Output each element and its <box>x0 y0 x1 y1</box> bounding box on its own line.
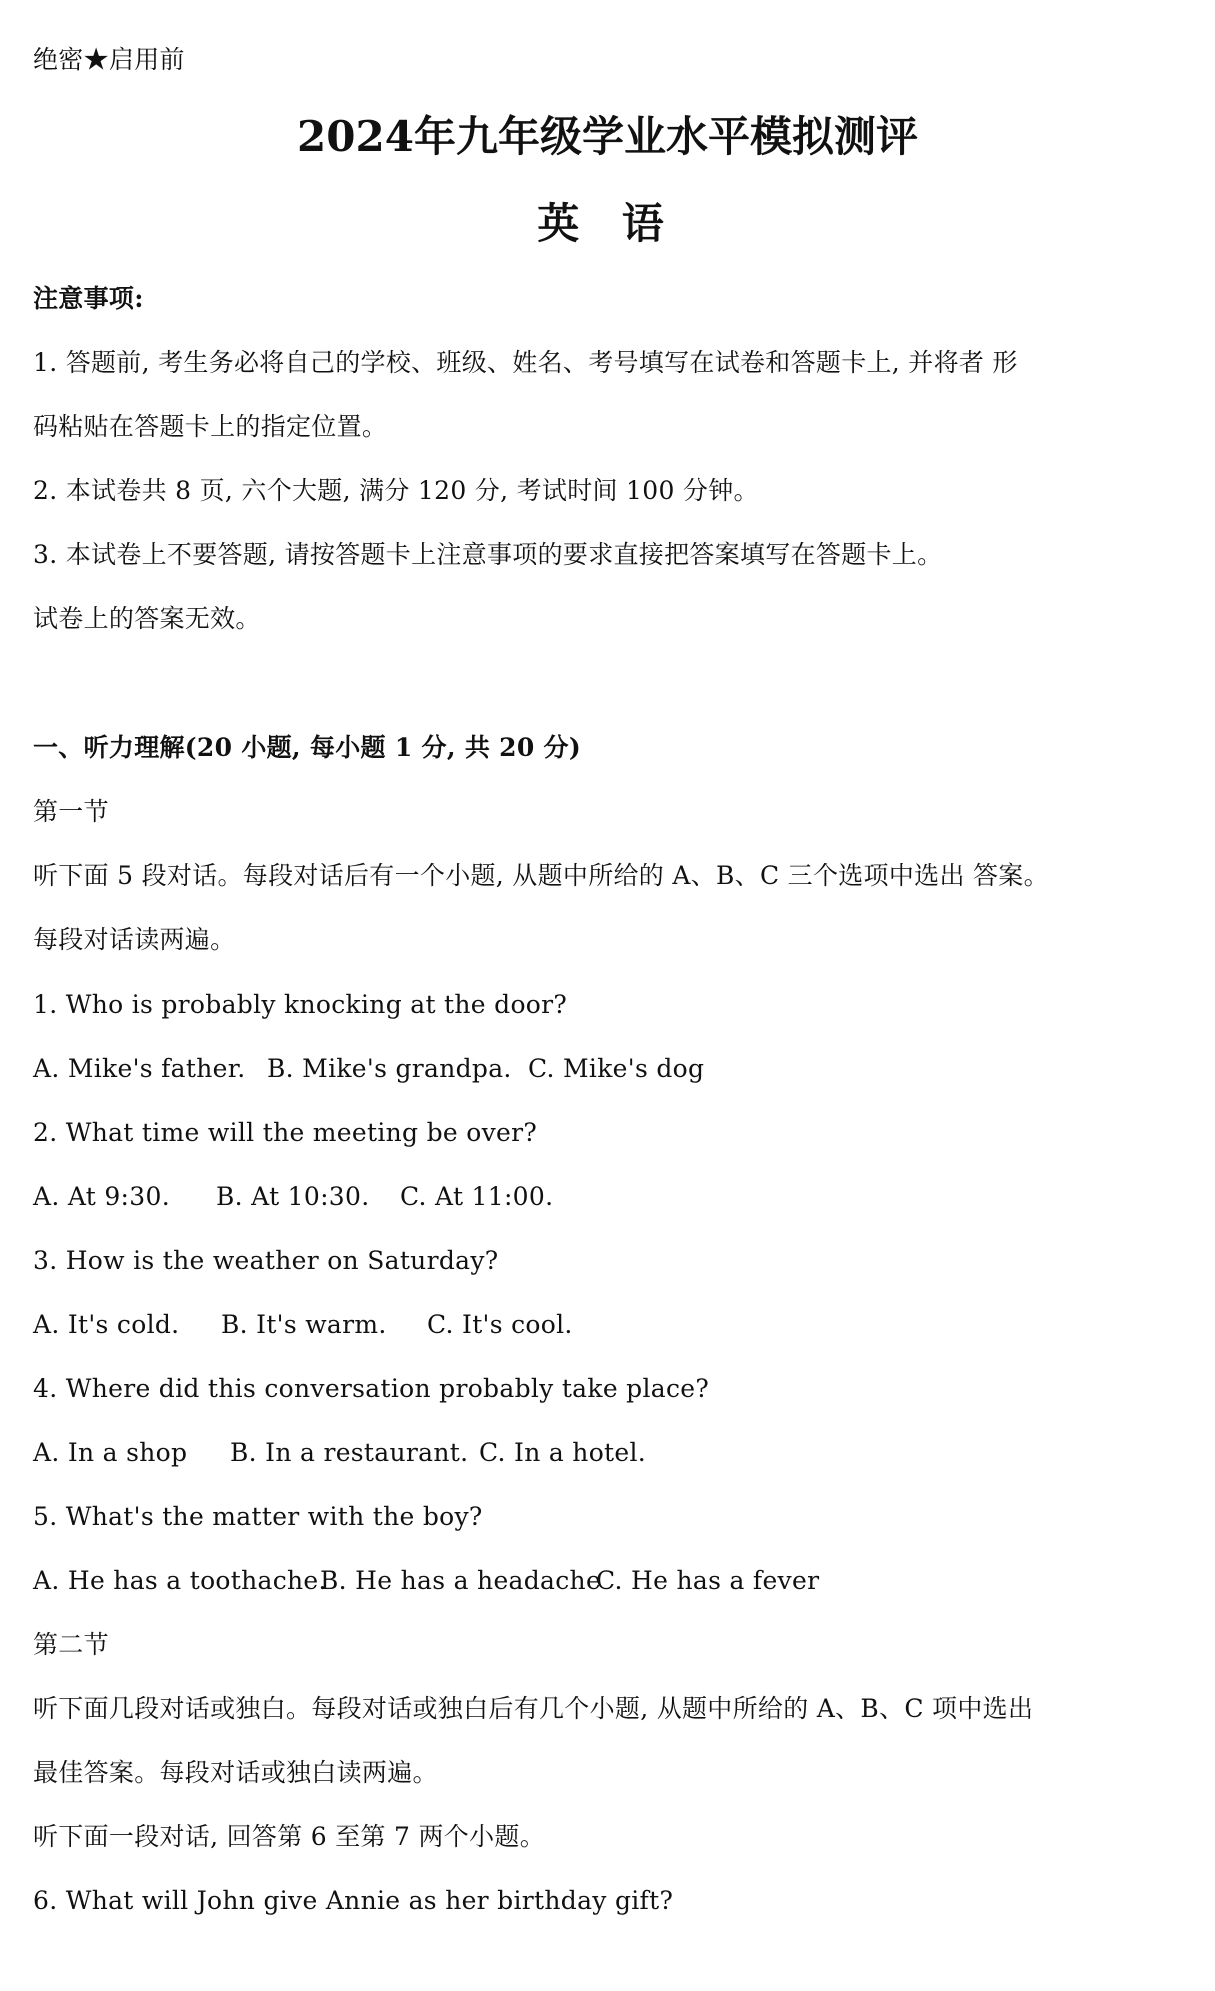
option-b: B. Mike's grandpa. <box>267 1054 512 1083</box>
option-c: C. He has a fever <box>596 1566 820 1595</box>
instruction-line: 最佳答案。每段对话或独白读两遍。 <box>33 1758 438 1787</box>
section-heading: 一、听力理解(20 小题, 每小题 1 分, 共 20 分) <box>33 733 581 762</box>
instruction-line: 每段对话读两遍。 <box>33 925 236 954</box>
subject-title: 英 语 <box>537 199 678 248</box>
question-stem: 1. Who is probably knocking at the door? <box>33 990 568 1019</box>
part-label: 第一节 <box>33 797 109 826</box>
part-label: 第二节 <box>33 1630 109 1659</box>
instruction-line: 听下面 5 段对话。每段对话后有一个小题, 从题中所给的 A、B、C 三个选项中选出 答案。 <box>33 861 1049 890</box>
notice-heading: 注意事项: <box>33 284 144 313</box>
option-b: B. It's warm. <box>221 1310 387 1339</box>
option-c: C. Mike's dog <box>528 1054 705 1083</box>
question-stem: 3. How is the weather on Saturday? <box>33 1246 499 1275</box>
option-c: C. In a hotel. <box>479 1438 647 1467</box>
option-c: C. At 11:00. <box>400 1182 554 1211</box>
instruction-line: 听下面几段对话或独白。每段对话或独白后有几个小题, 从题中所给的 A、B、C 项中选出 <box>33 1694 1034 1723</box>
option-b: B. At 10:30. <box>216 1182 370 1211</box>
dialogue-intro: 听下面一段对话, 回答第 6 至第 7 两个小题。 <box>33 1822 545 1851</box>
option-a: A. It's cold. <box>33 1310 180 1339</box>
notice-line: 2. 本试卷共 8 页, 六个大题, 满分 120 分, 考试时间 100 分钟。 <box>33 476 759 505</box>
option-b: B. In a restaurant. <box>230 1438 469 1467</box>
option-a: A. He has a toothache. <box>33 1566 327 1595</box>
question-stem: 6. What will John give Annie as her birthday gift? <box>33 1886 674 1915</box>
option-b: B. He has a headache <box>320 1566 602 1595</box>
option-a: A. In a shop <box>33 1438 188 1467</box>
option-c: C. It's cool. <box>427 1310 573 1339</box>
question-stem: 4. Where did this conversation probably take place? <box>33 1374 710 1403</box>
question-stem: 2. What time will the meeting be over? <box>33 1118 538 1147</box>
option-a: A. At 9:30. <box>33 1182 170 1211</box>
notice-line: 码粘贴在答题卡上的指定位置。 <box>33 412 388 441</box>
confidential-mark: 绝密★启用前 <box>33 45 185 74</box>
notice-line: 试卷上的答案无效。 <box>33 604 261 633</box>
notice-line: 1. 答题前, 考生务必将自己的学校、班级、姓名、考号填写在试卷和答题卡上, 并将者 形 <box>33 348 1018 377</box>
notice-line: 3. 本试卷上不要答题, 请按答题卡上注意事项的要求直接把答案填写在答题卡上。 <box>33 540 943 569</box>
question-stem: 5. What's the matter with the boy? <box>33 1502 483 1531</box>
exam-title: 2024年九年级学业水平模拟测评 <box>297 112 918 161</box>
option-a: A. Mike's father. <box>33 1054 246 1083</box>
